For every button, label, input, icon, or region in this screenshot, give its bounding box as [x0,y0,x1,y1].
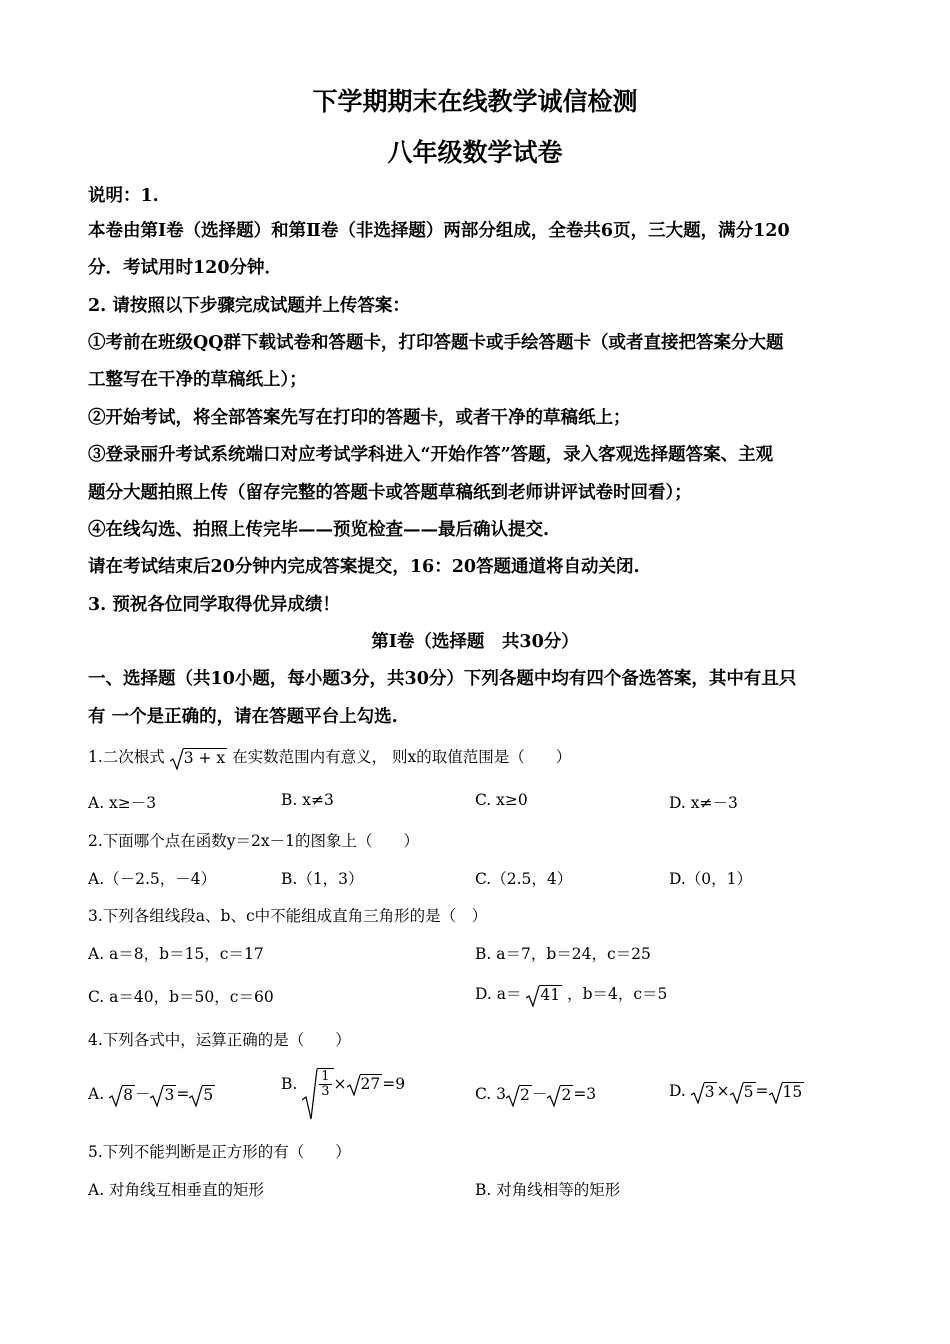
page-title: 下学期期末在线教学诚信检测 [312,87,638,116]
question-3-option-a[interactable]: A. a＝8，b＝15，c＝17 [88,945,264,963]
question-1-option-c[interactable]: C. x≥0 [475,791,528,809]
question-3-option-c[interactable]: C. a＝40，b＝50，c＝60 [88,988,274,1006]
instructions-deadline: 请在考试结束后20分钟内完成答案提交，16：20答题通道将自动关闭. [88,557,640,577]
question-3-option-d[interactable]: D. a＝ 41 ，b＝4，c＝5 [475,985,668,1004]
question-4-option-a[interactable]: A. 8 － 3 = 5 [88,1085,214,1104]
instructions-step3a: ③登录丽升考试系统端口对应考试学科进入“开始作答”答题，录入客观选择题答案、主观 [88,445,774,465]
instructions-step4: ④在线勾选、拍照上传完毕——预览检查——最后确认提交. [88,520,550,540]
instructions-step2: ②开始考试，将全部答案先写在打印的答题卡，或者干净的草稿纸上； [88,408,631,428]
question-4-stem: 4.下列各式中，运算正确的是（ ） [88,1031,351,1049]
question-1-option-a[interactable]: A. x≥－3 [88,794,157,812]
instructions-step1a: ①考前在班级QQ群下载试卷和答题卡，打印答题卡或手绘答题卡（或者直接把答案分大题 [88,333,784,353]
question-1-stem-pre: 1.二次根式 [88,748,165,766]
instructions-label: 说明：1. [88,186,159,206]
question-1-option-d[interactable]: D. x≠－3 [669,794,738,812]
question-4-option-d[interactable]: D. 3 × 5 = 15 [669,1082,803,1101]
question-4-option-b[interactable]: B. $\frac{1}{3}$ × 27 =9 [281,1068,405,1100]
question-3-option-d-radical: 41 [526,985,562,1005]
instructions-wish: 3. 预祝各位同学取得优异成绩！ [88,595,340,615]
instructions-line1: 本卷由第Ⅰ卷（选择题）和第Ⅱ卷（非选择题）两部分组成，全卷共6页，三大题，满分120 [88,221,790,241]
question-2-option-a[interactable]: A.（－2.5，－4） [88,870,217,888]
question-4-option-c[interactable]: C. 3 2 － 2 =3 [475,1085,597,1104]
question-2-option-c[interactable]: C.（2.5，4） [475,870,573,888]
instructions-step1b: 工整写在干净的草稿纸上）； [88,370,307,390]
question-1-stem [88,745,571,768]
section-desc-line2: 有 一个是正确的，请在答题平台上勾选. [88,707,398,727]
section-title: 第Ⅰ卷（选择题 共30分） [371,632,579,652]
page-subtitle: 八年级数学试卷 [387,138,563,167]
instructions-step-title: 2. 请按照以下步骤完成试题并上传答案： [88,296,410,316]
question-2-option-d[interactable]: D.（0，1） [669,870,753,888]
question-1-option-b[interactable]: B. x≠3 [281,791,334,809]
question-5-stem: 5.下列不能判断是正方形的有（ ） [88,1143,351,1161]
question-1-stem-post: 在实数范围内有意义， 则x的取值范围是（ ） [232,748,572,766]
question-2-option-b[interactable]: B.（1，3） [281,870,364,888]
instructions-line2: 分．考试用时120分钟． [88,258,283,278]
question-2-stem: 2.下面哪个点在函数y＝2x－1的图象上（ ） [88,832,420,850]
question-5-option-b[interactable]: B. 对角线相等的矩形 [475,1181,621,1199]
instructions-step3b: 题分大题拍照上传（留存完整的答题卡或答题草稿纸到老师讲评试卷时回看）； [88,483,692,503]
question-3-option-b[interactable]: B. a＝7，b＝24，c＝25 [475,945,651,963]
question-5-option-a[interactable]: A. 对角线互相垂直的矩形 [88,1181,265,1199]
question-3-stem: 3.下列各组线段a、b、c中不能组成直角三角形的是（ ） [88,907,488,925]
question-1-radical: 3 + x [170,748,227,768]
section-desc-line1: 一、选择题（共10小题，每小题3分，共30分）下列各题中均有四个备选答案，其中有且只 [88,669,797,689]
